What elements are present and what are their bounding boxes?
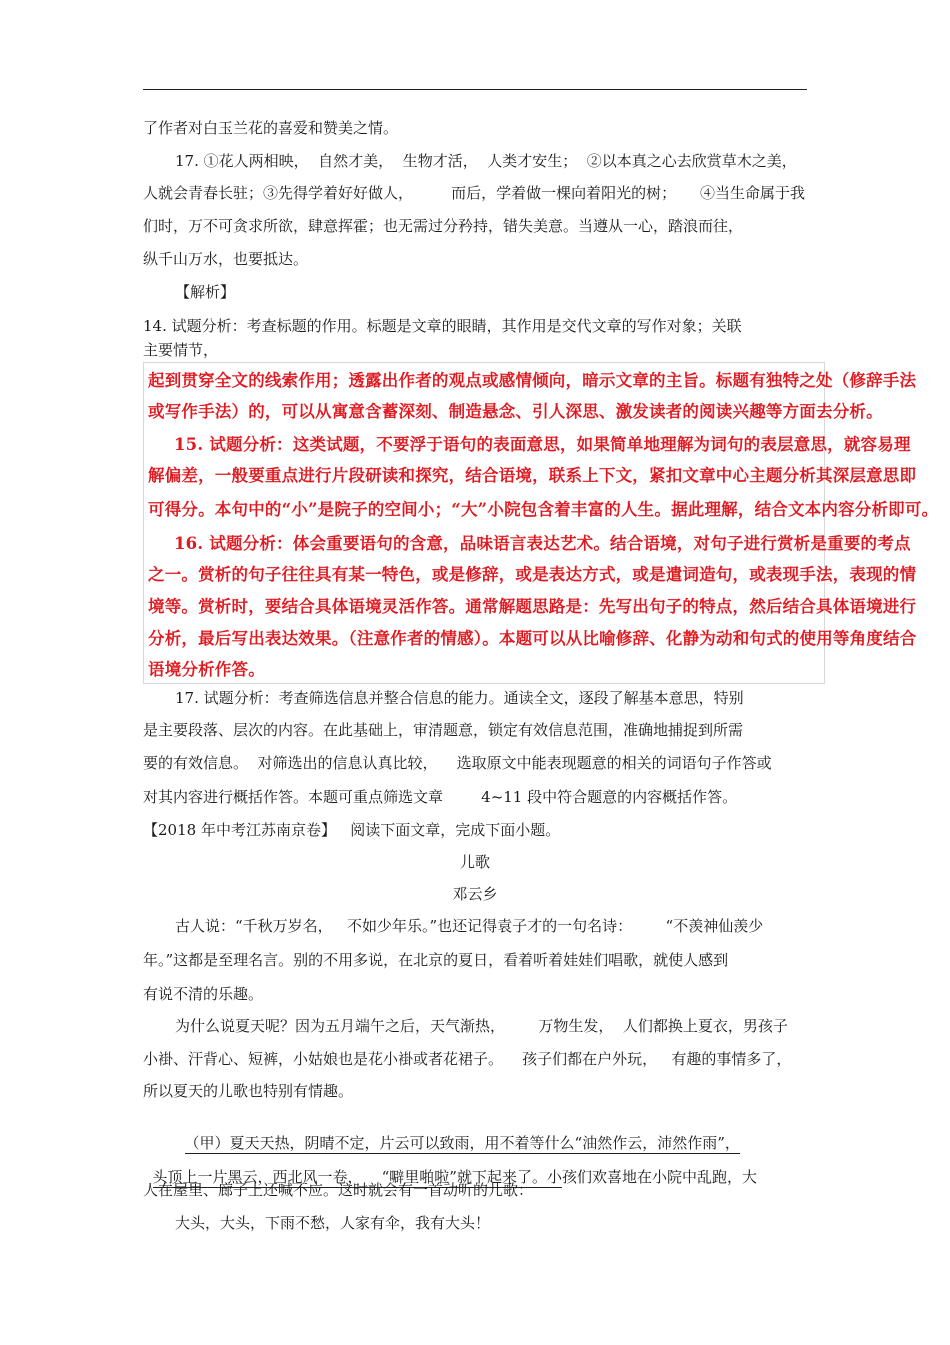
text-line: 人在屋里、廊子上还喊不应。这时就会有一首动听的儿歌： [143, 1181, 534, 1199]
analysis-17: 17. 试题分析：考查筛选信息并整合信息的能力。通读全文，逐段了解基本意思，特别 [175, 689, 744, 707]
text-line: 人就会青春长驻；③先得学着好好做人， 而后，学着做一棵向着阳光的树； ④当生命属于我 [143, 184, 805, 202]
analysis-heading: 【解析】 [175, 283, 236, 301]
analysis-15: 15. 试题分析：这类试题，不要浮于语句的表面意思，如果简单地理解为词句的表层意思，就容易理 [174, 435, 911, 454]
source-heading: 【2018 年中考江苏南京卷】 阅读下面文章，完成下面小题。 [143, 821, 561, 839]
text-line: 了作者对白玉兰花的喜爱和赞美之情。 [143, 119, 399, 137]
text-line: 要的有效信息。 对筛选出的信息认真比较， 选取原文中能表现题意的相关的词语句子作答或 [143, 754, 772, 772]
text-line: 主要情节， [143, 341, 219, 359]
red-line: 之一。赏析的句子往往具有某一特色，或是修辞，或是表达方式，或是遣词造句，或表现手法，表现的情 [148, 565, 917, 584]
red-line: 可得分。本句中的“小”是院子的空间小；“大”小院包含着丰富的人生。据此理解，结合文本内容分析即可。 [148, 500, 939, 519]
red-line: 分析，最后写出表达效果。（注意作者的情感）。本题可以从比喻修辞、化静为动和句式的使用等角度结合 [148, 629, 917, 648]
text-line: 是主要段落、层次的内容。在此基础上，审清题意，锁定有效信息范围，准确地捕捉到所需 [143, 721, 744, 739]
text-line: 有说不清的乐趣。 [143, 985, 264, 1003]
red-line: 起到贯穿全文的线索作用；透露出作者的观点或感情倾向，暗示文章的主旨。标题有独特之处（修辞手法 [148, 371, 917, 390]
red-line: 境等。赏析时，要结合具体语境灵活作答。通常解题思路是：先写出句子的特点，然后结合具体语境进行 [148, 597, 917, 616]
analysis-16: 16. 试题分析：体会重要语句的含意，品味语言表达艺术。结合语境，对句子进行赏析是重要的考点 [174, 534, 911, 553]
nursery-rhyme: 大头，大头，下雨不愁，人家有伞，我有大头！ [175, 1214, 491, 1232]
text-line: 所以夏天的儿歌也特别有情趣。 [143, 1082, 354, 1100]
underlined-text: 头顶上一片黑云，西北风一卷， “噼里啪啦”就下起来了。小 [152, 1168, 562, 1186]
text-line: 对其内容进行概括作答。本题可重点筛选文章 4~11 段中符合题意的内容概括作答。 [143, 788, 738, 806]
article-title: 儿歌 [459, 853, 490, 871]
red-line: 或写作手法）的，可以从寓意含蓄深刻、制造悬念、引人深思、激发读者的阅读兴趣等方面去分析。 [148, 402, 883, 421]
red-line: 解偏差，一般要重点进行片段研读和探究，结合语境，联系上下文，紧扣文章中心主题分析其深层意思即 [148, 466, 917, 485]
paragraph-2: 为什么说夏天呢？因为五月端午之后，天气渐热， 万物生发， 人们都换上夏衣，男孩子 [175, 1017, 788, 1035]
underlined-text: （甲）夏天天热，阴晴不定，片云可以致雨，用不着等什么“油然作云，沛然作雨”， [184, 1134, 740, 1152]
text-line: 小褂、汗背心、短裤，小姑娘也是花小褂或者花裙子。 孩子们都在户外玩， 有趣的事情多了， [143, 1050, 792, 1068]
answer-17: 17. ①花人两相映， 自然才美， 生物才活， 人类才安生； ②以本真之心去欣赏草木之美， [175, 152, 797, 170]
analysis-14: 14. 试题分析：考查标题的作用。标题是文章的眼睛，其作用是交代文章的写作对象；关联 [143, 317, 742, 335]
header-rule [143, 89, 807, 90]
text-line: 纵千山万水，也要抵达。 [143, 250, 309, 268]
text-span: 孩们欢喜地在小院中乱跑，大 [561, 1168, 757, 1186]
text-line: 们时，万不可贪求所欲，肆意挥霍；也无需过分矜持，错失美意。当遵从一心，踏浪而往， [143, 217, 744, 235]
paragraph-1: 古人说：“千秋万岁名， 不如少年乐。”也还记得袁子才的一句名诗： “不羡神仙羡少 [175, 917, 764, 935]
red-analysis-block [143, 362, 939, 684]
article-author: 邓云乡 [452, 885, 498, 903]
red-line: 语境分析作答。 [148, 660, 265, 679]
text-line: 年。”这都是至理名言。别的不用多说，在北京的夏日，看着听着娃娃们唱歌，就使人感到 [143, 951, 729, 969]
